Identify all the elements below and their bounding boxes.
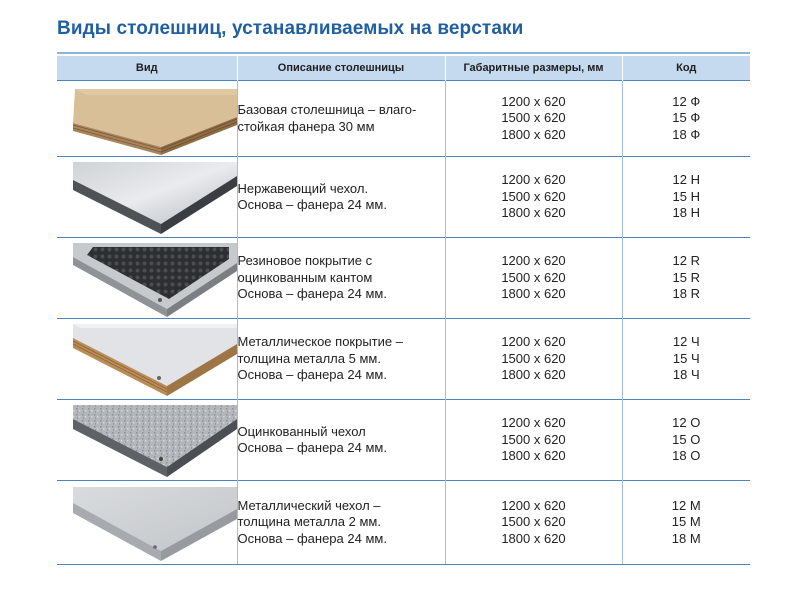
table-row [57, 319, 750, 400]
header-description: Описание столешницы [237, 56, 445, 81]
code-cell: 12 Н 15 Н 18 Н [622, 157, 750, 238]
header-view: Вид [57, 56, 237, 81]
dimensions-cell: 1200 х 620 1500 х 620 1800 х 620 [445, 81, 622, 157]
code-cell: 12 О 15 О 18 О [622, 400, 750, 481]
title-rule [57, 52, 750, 54]
stainless-cover-worktop-icon [57, 157, 237, 238]
dimensions-cell: 1200 х 620 1500 х 620 1800 х 620 [445, 319, 622, 400]
rubber-coated-worktop-icon [57, 238, 237, 319]
dimensions-cell: 1200 х 620 1500 х 620 1800 х 620 [445, 157, 622, 238]
worktop-table [57, 56, 750, 565]
plywood-worktop-icon [57, 81, 237, 157]
metal-cover-worktop-icon [57, 481, 237, 565]
code-cell: 12 М 15 М 18 М [622, 481, 750, 565]
description-cell: Нержавеющий чехол. Основа – фанера 24 мм. [237, 157, 445, 238]
table-row [57, 157, 750, 238]
dimensions-cell: 1200 х 620 1500 х 620 1800 х 620 [445, 400, 622, 481]
table-row [57, 481, 750, 565]
header-dimensions: Габаритные размеры, мм [445, 56, 622, 81]
description-cell: Резиновое покрытие с оцинкованным кантом Основа – фанера 24 мм. [237, 238, 445, 319]
table-row [57, 81, 750, 157]
page-title: Виды столешниц, устанавливаемых на верстаки [57, 18, 524, 39]
header-code: Код [622, 56, 750, 81]
description-cell: Металлическое покрытие – толщина металла 5 мм. Основа – фанера 24 мм. [237, 319, 445, 400]
table-header-row [57, 56, 750, 81]
description-cell: Металлический чехол – толщина металла 2 мм. Основа – фанера 24 мм. [237, 481, 445, 565]
code-cell: 12 R 15 R 18 R [622, 238, 750, 319]
description-cell: Оцинкованный чехол Основа – фанера 24 мм. [237, 400, 445, 481]
code-cell: 12 Ч 15 Ч 18 Ч [622, 319, 750, 400]
dimensions-cell: 1200 х 620 1500 х 620 1800 х 620 [445, 481, 622, 565]
table-row [57, 400, 750, 481]
metal-coated-worktop-icon [57, 319, 237, 400]
description-cell: Базовая столешница – влаго- стойкая фанера 30 мм [237, 81, 445, 157]
table-row [57, 238, 750, 319]
code-cell: 12 Ф 15 Ф 18 Ф [622, 81, 750, 157]
dimensions-cell: 1200 х 620 1500 х 620 1800 х 620 [445, 238, 622, 319]
galvanized-cover-worktop-icon [57, 400, 237, 481]
